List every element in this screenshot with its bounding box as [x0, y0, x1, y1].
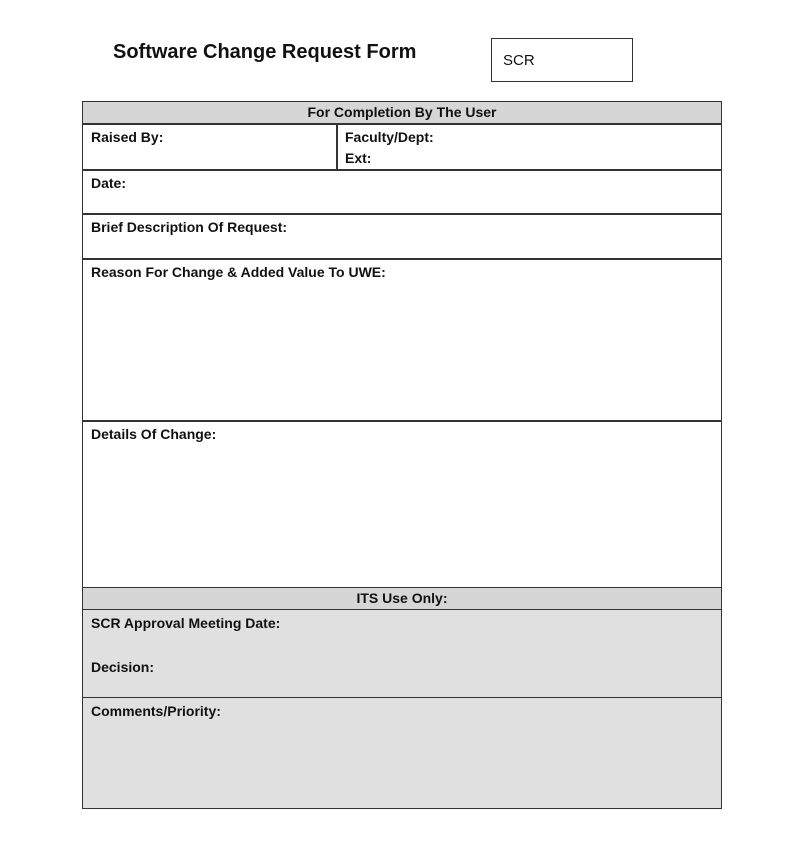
user-section-header: For Completion By The User [82, 101, 722, 125]
approval-date-label: SCR Approval Meeting Date: [91, 615, 281, 631]
faculty-dept-label: Faculty/Dept: [345, 129, 434, 145]
scr-label: SCR [503, 52, 535, 69]
details-label: Details Of Change: [91, 426, 217, 442]
date-label: Date: [91, 175, 127, 191]
ext-label: Ext: [345, 150, 372, 166]
decision-label: Decision: [91, 659, 155, 675]
form-title: Software Change Request Form [113, 41, 417, 63]
raised-by-label: Raised By: [91, 129, 164, 145]
reason-label: Reason For Change & Added Value To UWE: [91, 264, 386, 280]
reason-field[interactable] [82, 258, 722, 422]
comments-label: Comments/Priority: [91, 703, 221, 719]
faculty-dept-field[interactable] [336, 123, 722, 171]
its-section-header: ITS Use Only: [82, 587, 722, 611]
brief-description-label: Brief Description Of Request: [91, 219, 288, 235]
details-field[interactable] [82, 420, 722, 589]
brief-description-field[interactable] [82, 213, 722, 260]
date-field[interactable] [82, 169, 722, 215]
approval-decision-field[interactable] [82, 609, 722, 699]
raised-by-field[interactable] [82, 123, 338, 171]
comments-field[interactable] [82, 697, 722, 809]
scr-number-field[interactable] [491, 38, 633, 82]
